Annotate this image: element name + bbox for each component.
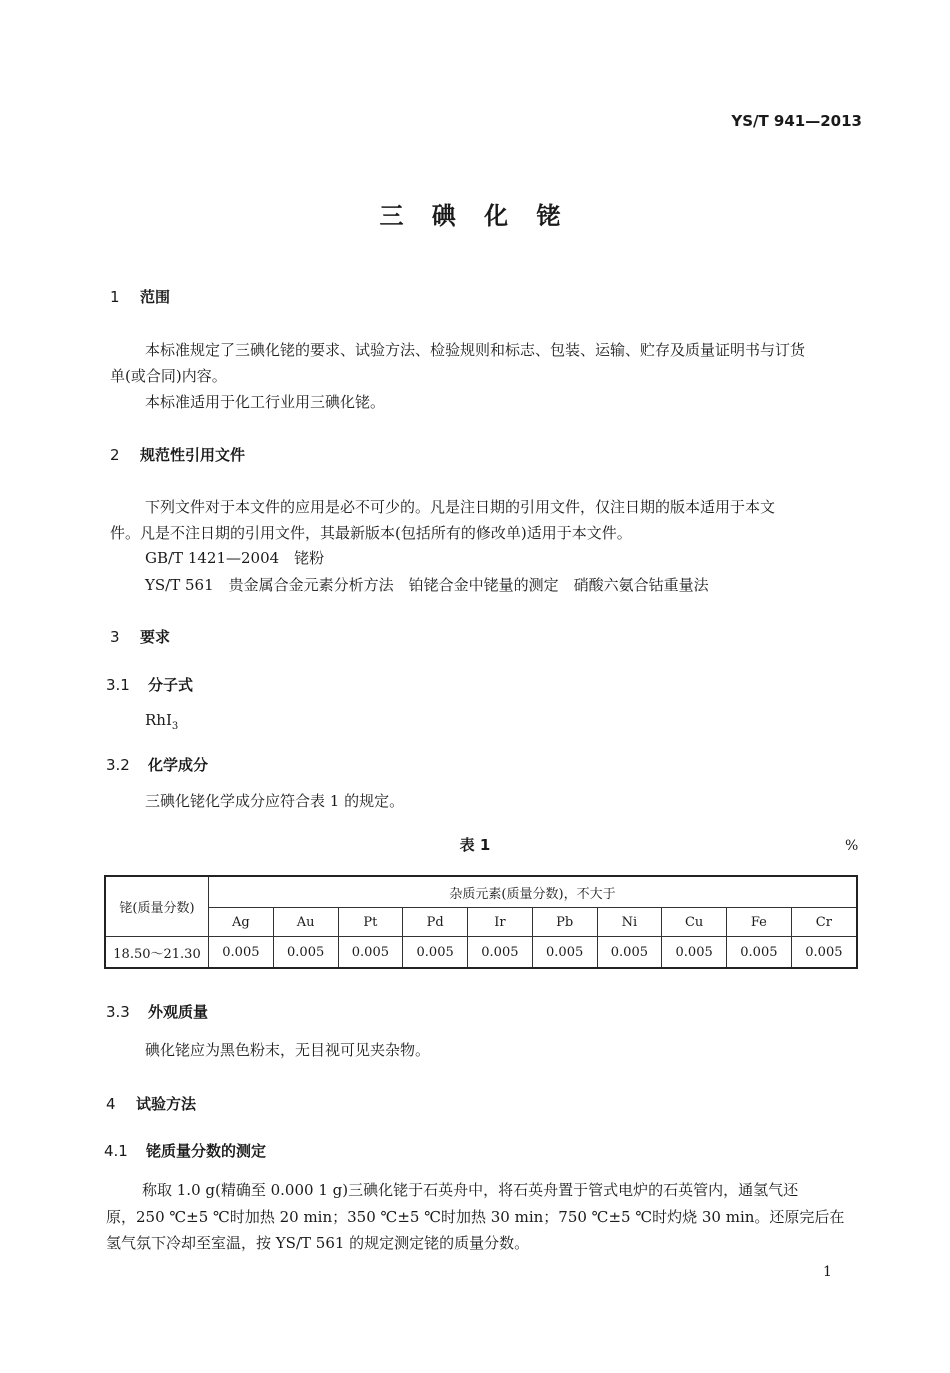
section-number: 3	[110, 628, 120, 646]
section-number: 3.3	[106, 1003, 130, 1021]
section-4-heading	[106, 1093, 196, 1114]
section-title: 化学成分	[148, 756, 209, 774]
section-3-1-heading	[106, 674, 193, 695]
section-title: 分子式	[148, 676, 194, 694]
section-3-heading	[110, 626, 170, 647]
impurity-value: 0.005	[209, 937, 274, 969]
section-3-3-heading	[106, 1001, 208, 1022]
section-title: 外观质量	[148, 1003, 209, 1021]
section-title: 铑质量分数的测定	[146, 1142, 267, 1160]
section-3-2-heading	[106, 754, 208, 775]
paragraph: 氢气氛下冷却至室温，按 YS/T 561 的规定测定铑的质量分数。	[106, 1234, 530, 1252]
paragraph: 下列文件对于本文件的应用是必不可少的。凡是注日期的引用文件，仅注日期的版本适用于本文	[145, 498, 776, 516]
section-number: 1	[110, 288, 120, 306]
section-2-heading	[110, 444, 245, 465]
element-header: Ni	[597, 908, 662, 937]
paragraph: 本标准规定了三碘化铑的要求、试验方法、检验规则和标志、包装、运输、贮存及质量证明书与订货	[145, 341, 806, 359]
reference-item: YS/T 561 贵金属合金元素分析方法 铂铑合金中铑量的测定 硝酸六氨合钴重量法	[145, 576, 709, 594]
impurity-value: 0.005	[468, 937, 533, 969]
paragraph: 原，250 ℃±5 ℃时加热 20 min；350 ℃±5 ℃时加热 30 min；750 ℃±5 ℃时灼烧 30 min。还原完后在	[106, 1208, 845, 1226]
table-title: 表 1	[459, 836, 491, 854]
section-number: 2	[110, 446, 120, 464]
element-header: Au	[273, 908, 338, 937]
section-number: 4.1	[104, 1142, 128, 1160]
impurity-value: 0.005	[597, 937, 662, 969]
section-1-heading	[110, 286, 170, 307]
element-header: Ag	[209, 908, 274, 937]
impurity-header: 杂质元素(质量分数)，不大于	[209, 876, 858, 908]
formula-main: RhI	[145, 711, 172, 729]
standard-number: YS/T 941—2013	[731, 112, 862, 130]
reference-item: GB/T 1421—2004 铑粉	[145, 549, 325, 567]
section-title: 试验方法	[136, 1095, 197, 1113]
paragraph: 单(或合同)内容。	[110, 367, 227, 385]
rh-value: 18.50～21.30	[105, 937, 209, 969]
section-title: 要求	[140, 628, 171, 646]
impurity-value: 0.005	[338, 937, 403, 969]
element-header: Fe	[727, 908, 792, 937]
impurity-value: 0.005	[727, 937, 792, 969]
section-number: 3.1	[106, 676, 130, 694]
chemical-formula	[145, 707, 178, 740]
table-unit: %	[845, 838, 859, 854]
document-title: 三 碘 化 铑	[379, 202, 571, 230]
page-number: 1	[823, 1264, 832, 1280]
element-header: Ir	[468, 908, 533, 937]
section-number: 4	[106, 1095, 116, 1113]
paragraph: 碘化铑应为黑色粉末，无目视可见夹杂物。	[145, 1041, 431, 1059]
impurity-value: 0.005	[791, 937, 857, 969]
impurity-value: 0.005	[532, 937, 597, 969]
rh-header: 铑(质量分数)	[105, 876, 209, 937]
formula-subscript: 3	[171, 721, 179, 732]
element-header: Cr	[791, 908, 857, 937]
section-number: 3.2	[106, 756, 130, 774]
paragraph: 称取 1.0 g(精确至 0.000 1 g)三碘化铑于石英舟中，将石英舟置于管式电炉的石英管内，通氢气还	[142, 1181, 799, 1199]
section-4-1-heading	[104, 1140, 266, 1161]
composition-table	[104, 875, 858, 969]
impurity-value: 0.005	[403, 937, 468, 969]
element-header: Cu	[662, 908, 727, 937]
section-title: 范围	[140, 288, 171, 306]
paragraph: 本标准适用于化工行业用三碘化铑。	[145, 393, 386, 411]
paragraph: 件。凡是不注日期的引用文件，其最新版本(包括所有的修改单)适用于本文件。	[110, 524, 632, 542]
element-header: Pt	[338, 908, 403, 937]
section-title: 规范性引用文件	[140, 446, 246, 464]
impurity-value: 0.005	[662, 937, 727, 969]
paragraph: 三碘化铑化学成分应符合表 1 的规定。	[145, 792, 405, 810]
element-header: Pb	[532, 908, 597, 937]
impurity-value: 0.005	[273, 937, 338, 969]
element-header: Pd	[403, 908, 468, 937]
